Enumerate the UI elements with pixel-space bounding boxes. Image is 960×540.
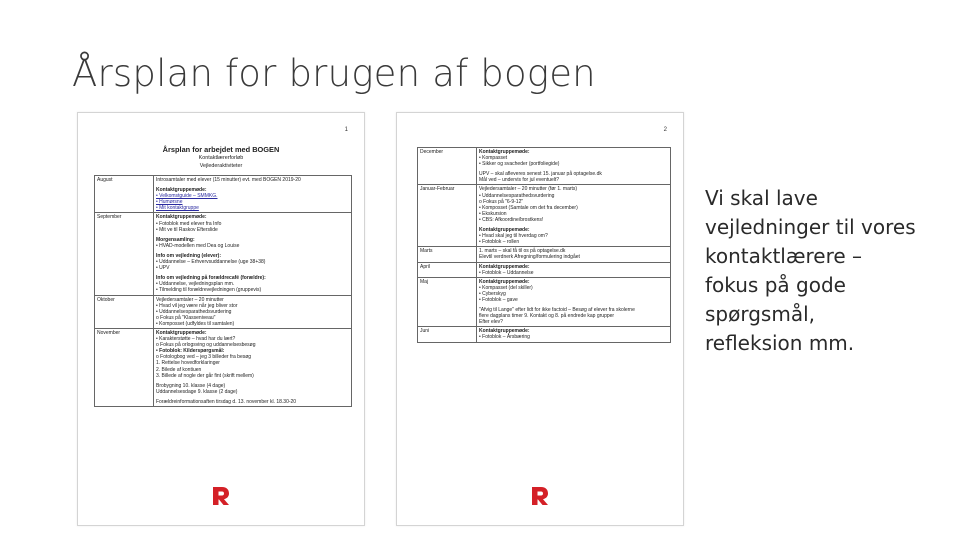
page-number: 2: [663, 127, 667, 133]
activity-cell: [154, 328, 352, 406]
plan-table-2: [417, 147, 671, 343]
plan-row: [95, 176, 352, 213]
activity-line: • Sikker og svacheder (portfoliegide): [479, 161, 560, 168]
activity-line: Kontaktgruppemøde:: [479, 263, 530, 270]
plan-table-1: [94, 175, 352, 407]
month-cell: August: [95, 176, 154, 213]
activity-line: Morgensamling:: [156, 236, 195, 243]
document-subheading-1: Kontaktlærerforløb: [198, 155, 244, 161]
activity-line: • Fotoblok med elever fra Info: [156, 220, 222, 227]
activity-line: Vejledersamtaler – 20 minutter: [156, 296, 224, 303]
activity-line: • CBS: Afkoordine/brostkens!: [479, 216, 544, 223]
activity-line: • Cyberskyg: [479, 290, 506, 297]
month-cell: September: [95, 213, 154, 295]
activity-line: 1. Rettelse hovedforklaringer: [156, 360, 220, 367]
activity-line: Mål ved – undervis for jul eventuelt?: [479, 177, 560, 184]
activity-cell: [154, 295, 352, 328]
activity-line: o Fokus på orlogsving og uddannelsesbesøg: [156, 342, 256, 349]
activity-line: o Fokus på "6-9-12": [479, 198, 524, 205]
activity-line: Info om vejledning på forældrecafé (forældre):: [156, 275, 266, 282]
sidebar-line: refleksion mm.: [705, 331, 855, 355]
activity-line: • HVAD-modellen med Dea og Louise: [156, 242, 240, 249]
sidebar-line: spørgsmål,: [705, 302, 815, 326]
activity-cell: [477, 247, 671, 262]
sidebar-text: [705, 184, 935, 358]
activity-line: Info om vejledning (elever):: [156, 252, 222, 259]
activity-line: Kontaktgruppemøde:: [156, 187, 207, 194]
activity-line: • Uddannelsesparathedsvurdering: [156, 308, 232, 315]
month-cell: November: [95, 328, 154, 406]
sidebar-line: Vi skal lave: [705, 186, 818, 210]
activity-line: • Fotoblok – rollen: [479, 239, 520, 246]
activity-line: • Kompasset: [479, 155, 508, 162]
plan-row: [95, 328, 352, 406]
plan-row: [418, 148, 671, 185]
activity-line: o Fokus på "Klasseniveau": [156, 314, 216, 321]
activity-line: Elevtil verdnerk Afregning/formulering indgået: [479, 254, 580, 261]
sidebar-line: kontaktlærere –: [705, 244, 863, 268]
month-cell: Juni: [418, 327, 477, 342]
slide-title: Årsplan for brugen af bogen: [72, 52, 596, 95]
document-page-1: [77, 112, 365, 526]
activity-line: Vejledersamtaler – 20 minutter (før 1. marts): [479, 186, 578, 193]
plan-row: [418, 277, 671, 327]
sidebar-line: vejledninger til vores: [705, 215, 916, 239]
activity-line: • Fotoblok – Uddannelse: [479, 269, 534, 276]
activity-line: • Velkomstguide – SMMKG.: [156, 193, 218, 200]
activity-line: 3. Billede af nogle der går fint (skrift mellem): [156, 372, 254, 379]
activity-cell: [477, 327, 671, 342]
activity-line: Introsamtaler med elever (15 minutter) evt. med BOGEN 2019-20: [156, 177, 301, 183]
activity-line: • Komposset (udfyldes til samtalen): [156, 320, 235, 327]
month-cell: December: [418, 148, 477, 185]
activity-line: 2. Bilede af kontiuen: [156, 366, 202, 373]
month-cell: Maj: [418, 277, 477, 327]
sidebar-line: fokus på gode: [705, 273, 846, 297]
activity-line: • Fotoblok: Kilderspørgsmål:: [156, 348, 225, 355]
activity-line: • Ekskursion: [479, 210, 507, 217]
activity-line: Brobygning 10. klasse (4 dage): [156, 382, 226, 389]
activity-line: • Uddannelse, vejledningsplan mm.: [156, 281, 235, 288]
activity-line: • Mit kontaktgruppe: [156, 205, 199, 212]
activity-line: • Hvad skal jeg til hverdag om?: [479, 233, 548, 240]
plan-row: [418, 247, 671, 262]
activity-cell: [477, 148, 671, 185]
activity-cell: [154, 213, 352, 295]
activity-line: "Afvig til Lange" efter lidt for ikke factoid – Besøg af elever fra skolerne: [479, 307, 635, 314]
r-logo-icon: [530, 485, 550, 507]
month-cell: April: [418, 262, 477, 277]
activity-line: • Komposset (Samtale om det fra december): [479, 204, 578, 211]
activity-line: Kontaktgruppemøde:: [156, 214, 207, 221]
activity-line: • Fotoblok – gave: [479, 296, 518, 303]
plan-row: [95, 295, 352, 328]
activity-line: flere dagplans timer 9. Kontakt og 8. på endrede kap grupper: [479, 313, 615, 320]
activity-line: Kontaktgruppemøde:: [479, 328, 530, 335]
activity-line: • Uddannelse – Erhvervsuddannelse (uge 38+38): [156, 259, 266, 266]
activity-line: Kontaktgruppemøde:: [479, 227, 530, 234]
activity-line: o Fotologbog ved – jeg 3 billeder fra besøg: [156, 354, 252, 361]
activity-line: Kontaktgruppemøde:: [156, 329, 207, 336]
document-subheading-2: Vejlederaktiviteter: [199, 163, 243, 169]
document-page-2: [396, 112, 684, 526]
plan-row: [95, 213, 352, 295]
activity-line: Efter elev?: [479, 319, 503, 326]
activity-line: Kontaktgruppemøde:: [479, 149, 530, 155]
document-heading: Årsplan for arbejdet med BOGEN: [162, 145, 280, 154]
activity-line: • Kompasset (del skiller): [479, 284, 533, 291]
r-logo-icon: [211, 485, 231, 507]
month-cell: Oktober: [95, 295, 154, 328]
activity-cell: [477, 277, 671, 327]
activity-line: • Fotoblok – Årsbæring: [479, 334, 530, 341]
month-cell: Januar-Februar: [418, 185, 477, 247]
activity-cell: [154, 176, 352, 213]
activity-line: • Hvad vil jeg være når jeg bliver stor: [156, 302, 238, 309]
activity-line: • UPV: [156, 265, 170, 272]
activity-line: Forældreinformationsaften tirsdag d. 13. november kl. 18.30-20: [156, 398, 297, 405]
activity-line: Uddannelsesdage 9. klasse (2 dage): [156, 388, 238, 395]
activity-cell: [477, 185, 671, 247]
page-number: 1: [344, 127, 348, 133]
activity-line: • Mit ve til Raskov Efterslide: [156, 226, 218, 233]
activity-line: Kontaktgruppemøde:: [479, 278, 530, 285]
activity-cell: [477, 262, 671, 277]
activity-line: 1. marts – skal få til os på optagelse.dk: [479, 248, 566, 255]
activity-line: • Tilmelding til forældrevejledningen (gruppevis): [156, 287, 262, 294]
activity-line: UPV – skal afleveres senest 15. januar på optagelse.dk: [479, 171, 602, 178]
activity-line: • Uddannelsesparathedsvurdering: [479, 192, 555, 199]
plan-row: [418, 262, 671, 277]
plan-row: [418, 185, 671, 247]
plan-row: [418, 327, 671, 342]
month-cell: Marts: [418, 247, 477, 262]
activity-line: • Humørsne: [156, 199, 183, 206]
activity-line: • Karakterstøtte – hvad har du lært?: [156, 336, 236, 343]
